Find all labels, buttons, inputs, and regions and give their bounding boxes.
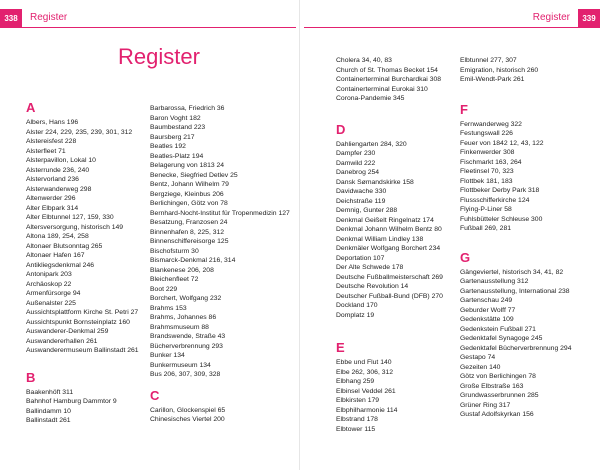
index-entry: Bunker 134 [150, 352, 185, 359]
entry-list-g [460, 268, 598, 420]
entry-list-b [26, 388, 141, 426]
index-column-3 [336, 56, 456, 434]
index-entry: Deichstraße 119 [336, 197, 386, 205]
index-entry: Damwild 222 [336, 159, 376, 167]
index-entry: Belagerung von 1813 24 [150, 162, 225, 169]
index-entry: Brandswende, Straße 43 [150, 333, 226, 340]
index-entry: Fußball 269, 281 [460, 225, 512, 232]
index-entry: Alstervorland 236 [26, 176, 79, 183]
index-entry: Archäoskop 22 [26, 280, 72, 288]
index-entry: Flussschifferkirche 124 [460, 196, 530, 204]
index-entry: Containerterminal Burchardkai 308 [336, 76, 442, 83]
index-entry: Fuhlsbütteler Schleuse 300 [460, 215, 543, 223]
index-entry: Elbstrand 178 [336, 416, 378, 423]
index-entry: Berlichingen, Götz von 78 [150, 200, 228, 207]
index-entry: Elbhang 259 [336, 378, 375, 385]
index-entry: Flottbeker Derby Park 318 [460, 187, 540, 194]
index-entry: Dampfer 230 [336, 150, 376, 157]
index-entry: Alstereisfest 228 [26, 138, 77, 145]
index-entry: Deutsche Fußballmeisterschaft 269 [336, 273, 443, 281]
index-entry: Chinesisches Viertel 200 [150, 416, 225, 423]
index-entry: Grundwasserbrunnen 285 [460, 392, 539, 399]
index-entry: Grüner Ring 317 [460, 401, 511, 409]
index-entry: Denkmal William Lindley 138 [336, 235, 424, 243]
index-column-1 [26, 98, 141, 426]
index-entry: Carillon, Glockenspiel 65 [150, 406, 226, 414]
index-entry: Borchert, Wolfgang 232 [150, 295, 222, 302]
index-entry: Dansk Sømandskirke 158 [336, 178, 414, 186]
index-entry: Bahnhof Hamburg Dammtor 9 [26, 398, 117, 405]
index-entry: Gedenkstein Fußball 271 [460, 325, 536, 333]
index-entry: Altonaer Hafen 167 [26, 252, 85, 259]
page-number-right: 339 [578, 9, 600, 27]
index-entry: Bentz, Johann Wilhelm 79 [150, 181, 229, 188]
index-entry: Benecke, Siegfried Detlev 25 [150, 171, 238, 179]
index-entry: Gartenausstellung 312 [460, 278, 529, 285]
index-entry: Ballindamm 10 [26, 407, 71, 415]
index-entry: Große Elbstraße 163 [460, 382, 524, 390]
index-entry: Bismarck-Denkmal 216, 314 [150, 257, 236, 264]
index-entry: Deutscher Fußball-Bund (DFB) 270 [336, 292, 443, 300]
index-entry: Aussichtspunkt Bornsteinplatz 160 [26, 318, 130, 326]
index-entry: Bunkermuseum 134 [150, 361, 211, 369]
index-entry: Götz von Berlichingen 78 [460, 373, 536, 380]
entry-list-d [336, 140, 456, 321]
index-entry: Ballinstadt 261 [26, 417, 71, 424]
index-entry: Gustaf Adolfskyrkan 156 [460, 411, 534, 418]
letter-heading-a: A [26, 100, 36, 115]
index-entry: Flying-P-Liner 58 [460, 206, 512, 213]
index-entry: Gezeiten 140 [460, 363, 501, 371]
index-entry: Beatles-Platz 194 [150, 152, 204, 160]
index-entry: Ebbe und Flut 140 [336, 359, 392, 366]
index-entry: Davidwache 330 [336, 188, 387, 195]
index-entry: Denkmal Geißelt Ringelnatz 174 [336, 216, 434, 224]
index-entry: Altenwerder 296 [26, 195, 76, 202]
index-entry: Gedenktafel Synagoge 245 [460, 335, 543, 342]
index-entry: Geburder Wolff 77 [460, 306, 516, 314]
letter-heading-c: C [150, 387, 160, 403]
index-entry: Beatles 192 [150, 143, 186, 150]
index-entry: Bus 206, 307, 309, 328 [150, 371, 221, 378]
index-column-2 [150, 104, 298, 425]
index-entry: Altona 189, 254, 258 [26, 233, 89, 240]
index-entry: Elbinsel Veddel 261 [336, 387, 396, 395]
index-entry: Fischmarkt 163, 264 [460, 158, 522, 166]
index-entry: Boot 229 [150, 285, 178, 293]
index-entry: Danebrog 254 [336, 169, 380, 176]
index-entry: Brahms 153 [150, 304, 187, 312]
index-entry: Besatzung, Franzosen 24 [150, 219, 228, 226]
index-column-4 [460, 56, 598, 420]
index-entry: Gartenschau 249 [460, 297, 513, 304]
index-entry: Gängeviertel, historisch 34, 41, 82 [460, 268, 564, 276]
index-entry: Elbkirsten 179 [336, 397, 380, 404]
index-entry: Elbe 262, 306, 312 [336, 368, 394, 376]
index-entry: Emil-Wendt-Park 261 [460, 76, 525, 83]
index-entry: Bücherverbrennung 293 [150, 342, 223, 350]
index-entry: Flottbek 181, 183 [460, 177, 513, 185]
index-entry: Auswandererhallen 261 [26, 337, 98, 345]
page-number-left: 338 [0, 9, 22, 27]
running-head-left: Register [30, 12, 68, 23]
index-entry: Blankenese 206, 208 [150, 266, 214, 274]
index-entry: Auswanderer-Denkmal 259 [26, 328, 109, 335]
index-entry: Deportation 107 [336, 254, 385, 262]
index-entry: Antonipark 203 [26, 271, 72, 278]
right-page [300, 0, 600, 470]
index-entry: Feuer von 1842 12, 43, 122 [460, 139, 544, 147]
index-entry: Containerterminal Eurokai 310 [336, 85, 428, 93]
index-entry: Fleetinsel 70, 323 [460, 168, 514, 175]
index-entry: Aussichtsplattform Kirche St. Petri 27 [26, 309, 139, 316]
entry-list-e-continued [460, 56, 598, 85]
index-entry: Gartenausstellung, International 238 [460, 287, 570, 295]
index-entry: Bischofsturm 30 [150, 247, 199, 255]
page-title: Register [118, 44, 200, 69]
index-entry: Bleichenfleet 72 [150, 276, 199, 283]
entry-list-f [460, 120, 598, 234]
entry-list-b-continued [150, 104, 298, 380]
index-entry: Der Alte Schwede 178 [336, 264, 404, 271]
index-entry: Binnenschiffereisorge 125 [150, 238, 229, 245]
index-entry: Corona-Pandemie 345 [336, 95, 405, 102]
letter-heading-e: E [336, 340, 345, 355]
index-entry: Außenalster 225 [26, 299, 76, 307]
letter-heading-d: D [336, 121, 346, 137]
header-rule-left [0, 27, 296, 28]
index-entry: Alter Elbtunnel 127, 159, 330 [26, 214, 114, 221]
index-entry: Finkenwerder 308 [460, 149, 515, 156]
letter-heading-g: G [460, 249, 471, 265]
index-entry: Altonaer Blutsonntag 265 [26, 242, 103, 250]
index-entry: Baursberg 217 [150, 133, 195, 141]
entry-list-c [150, 406, 298, 425]
index-entry: Domplatz 19 [336, 311, 375, 319]
running-head-right: Register [532, 12, 570, 23]
entry-list-e [336, 358, 456, 434]
index-entry: Dockland 170 [336, 302, 378, 309]
index-entry: Alter Elbpark 314 [26, 204, 79, 212]
index-entry: Gestapo 74 [460, 354, 496, 361]
index-entry: Deutsche Revolution 14 [336, 283, 409, 290]
index-entry: Alsterpavillon, Lokal 10 [26, 157, 96, 164]
index-entry: Denkmäler Wolfgang Borchert 234 [336, 245, 441, 252]
index-entry: Elbtower 115 [336, 425, 376, 433]
index-entry: Demnig, Gunter 288 [336, 207, 398, 214]
index-entry: Dahliengarten 284, 320 [336, 140, 407, 148]
index-entry: Alster 224, 229, 235, 239, 301, 312 [26, 128, 133, 136]
letter-heading-b: B [26, 369, 36, 385]
index-entry: Barbarossa, Friedrich 36 [150, 105, 225, 112]
index-entry: Church of St. Thomas Becket 154 [336, 66, 438, 74]
index-entry: Elbtunnel 277, 307 [460, 57, 517, 64]
index-entry: Emigration, historisch 260 [460, 66, 539, 74]
index-entry: Alsterfleet 71 [26, 147, 66, 155]
index-entry: Antikliegsdenkmal 246 [26, 261, 95, 269]
index-entry: Bernhard-Nocht-Institut für Tropenmedizin 127 [150, 209, 290, 217]
index-entry: Fernwanderweg 322 [460, 120, 522, 128]
index-entry: Auswanderermuseum Ballinstadt 261 [26, 347, 139, 354]
index-entry: Gedenktafel Bücherverbrennung 294 [460, 344, 572, 352]
index-entry: Cholera 34, 40, 83 [336, 57, 392, 64]
index-entry: Binnenhafen 8, 225, 312 [150, 228, 225, 236]
index-entry: Albers, Hans 196 [26, 119, 79, 126]
header-rule-right [304, 27, 600, 28]
index-entry: Alsterrunde 236, 240 [26, 166, 90, 174]
index-entry: Bergziege, Kleinbus 206 [150, 190, 224, 198]
index-entry: Gedenkstätte 109 [460, 316, 514, 323]
index-entry: Festungswall 226 [460, 130, 513, 137]
index-entry: Brahms, Johannes 86 [150, 314, 217, 321]
index-entry: Baakenhöft 311 [26, 388, 74, 396]
entry-list-a [26, 118, 141, 356]
index-entry: Elbphilharmonie 114 [336, 406, 398, 414]
letter-heading-f: F [460, 101, 468, 117]
entry-list-c-continued [336, 56, 456, 104]
index-entry: Alsterwanderweg 298 [26, 185, 92, 193]
index-entry: Armenfürsorge 94 [26, 290, 81, 297]
index-entry: Denkmal Johann Wilhelm Bentz 80 [336, 226, 442, 233]
index-entry: Brahmsmuseum 88 [150, 323, 209, 331]
index-entry: Altersversorgung, historisch 149 [26, 223, 124, 231]
index-entry: Baron Voght 182 [150, 114, 201, 122]
index-entry: Baumbestand 223 [150, 124, 206, 131]
